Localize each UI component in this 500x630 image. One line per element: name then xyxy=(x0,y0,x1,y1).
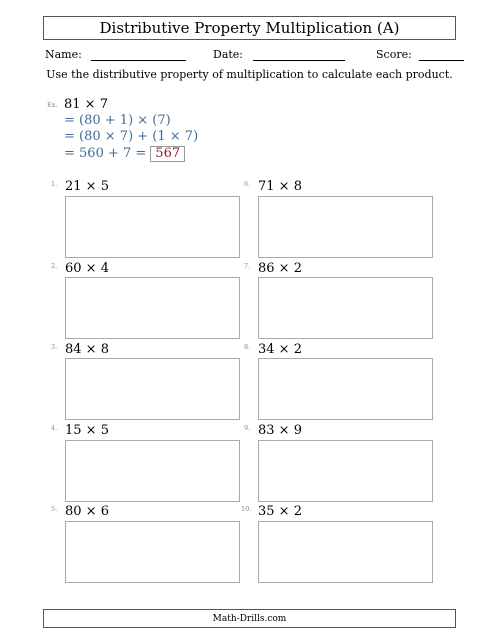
example-answer: 567 xyxy=(150,146,185,162)
problem-expression: 34 × 2 xyxy=(258,342,302,357)
name-line xyxy=(91,48,186,61)
answer-box[interactable] xyxy=(65,521,240,583)
score-label: Score: xyxy=(376,48,412,61)
problem-expression: 15 × 5 xyxy=(65,423,109,438)
problem-expression: 35 × 2 xyxy=(258,504,302,519)
score-line xyxy=(419,48,464,61)
problem-number: 10. xyxy=(241,505,252,513)
date-line xyxy=(253,48,345,61)
footer-text: Math-Drills.com xyxy=(212,613,287,624)
problem-expression: 86 × 2 xyxy=(258,261,302,276)
answer-box[interactable] xyxy=(258,358,433,420)
answer-box[interactable] xyxy=(258,521,433,583)
example-label: Ex. xyxy=(47,101,58,109)
example-step-1: = (80 + 1) × (7) xyxy=(64,113,171,128)
problem-expression: 80 × 6 xyxy=(65,504,109,519)
problem-expression: 71 × 8 xyxy=(258,179,302,194)
example-step-3-text: = 560 + 7 = xyxy=(64,146,147,161)
problem-number: 4. xyxy=(51,424,58,432)
problem-number: 2. xyxy=(51,262,58,270)
answer-box[interactable] xyxy=(65,358,240,420)
problem-number: 6. xyxy=(244,180,251,188)
problem-expression: 83 × 9 xyxy=(258,423,302,438)
problem-number: 3. xyxy=(51,343,58,351)
date-field[interactable] xyxy=(213,48,345,61)
problem-number: 1. xyxy=(51,180,58,188)
worksheet-title xyxy=(43,16,456,40)
answer-box[interactable] xyxy=(65,277,240,339)
name-label: Name: xyxy=(45,48,82,61)
answer-box[interactable] xyxy=(258,440,433,502)
date-label: Date: xyxy=(213,48,244,61)
problem-expression: 60 × 4 xyxy=(65,261,109,276)
score-field[interactable] xyxy=(376,48,464,61)
instructions: Use the distributive property of multiplication to calculate each product. xyxy=(46,68,453,81)
problem-number: 9. xyxy=(244,424,251,432)
answer-box[interactable] xyxy=(258,196,433,258)
problem-expression: 21 × 5 xyxy=(65,179,109,194)
problem-expression: 84 × 8 xyxy=(65,342,109,357)
example-step-3 xyxy=(64,146,185,162)
title-text: Distributive Property Multiplication (A) xyxy=(99,19,400,37)
footer xyxy=(43,609,456,628)
problem-number: 5. xyxy=(51,505,58,513)
problem-number: 8. xyxy=(244,343,251,351)
answer-box[interactable] xyxy=(258,277,433,339)
name-field[interactable] xyxy=(45,48,186,61)
answer-box[interactable] xyxy=(65,440,240,502)
example-problem: 81 × 7 xyxy=(64,97,108,112)
answer-box[interactable] xyxy=(65,196,240,258)
problem-number: 7. xyxy=(244,262,251,270)
example-step-2: = (80 × 7) + (1 × 7) xyxy=(64,129,199,144)
